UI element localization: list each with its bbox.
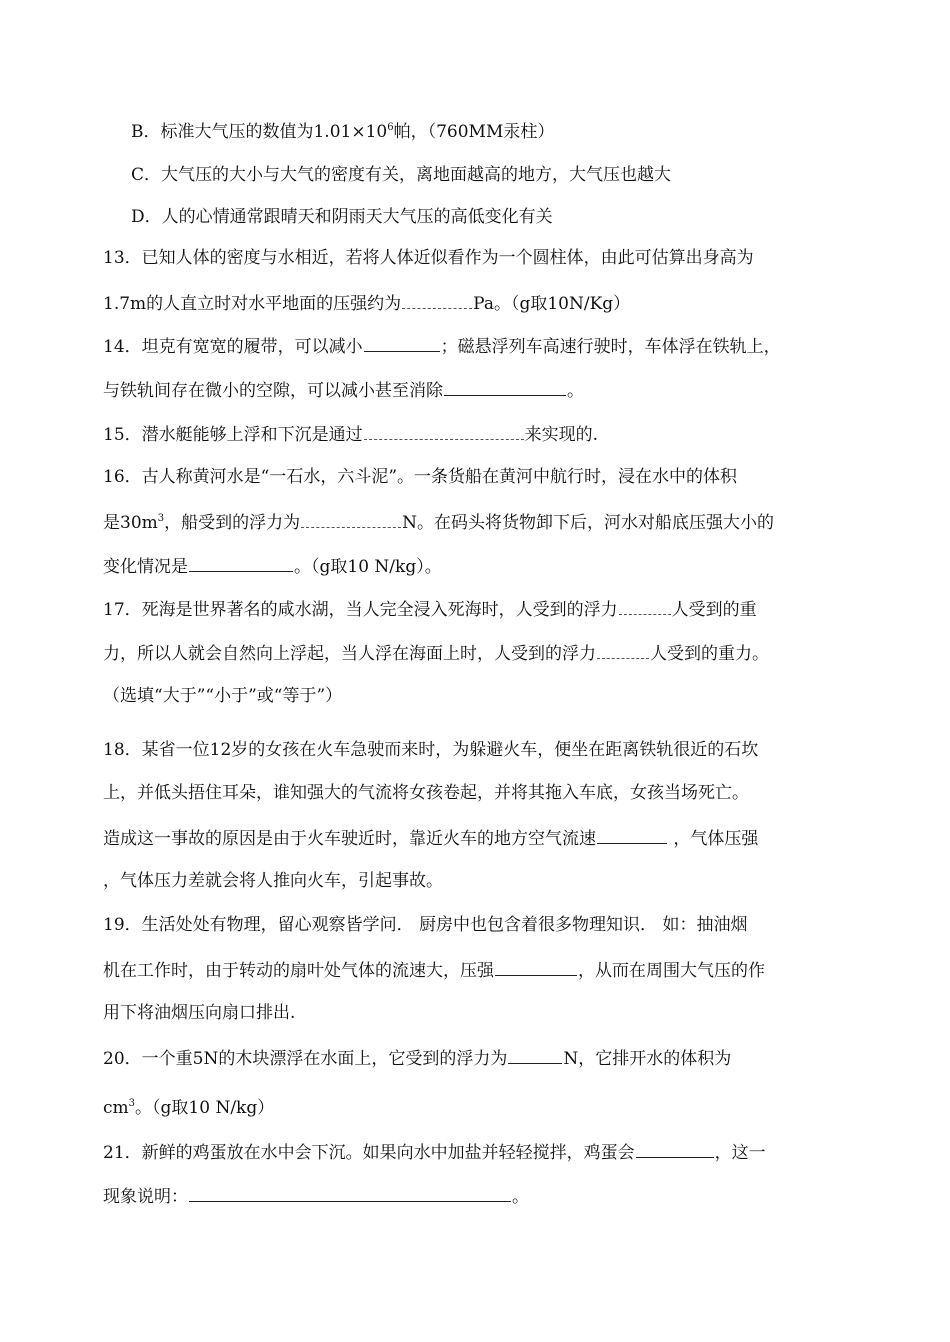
question-20-line-2: [103, 1096, 274, 1120]
question-14-line-2: [103, 377, 584, 403]
answer-blank[interactable]: [495, 957, 577, 976]
answer-blank[interactable]: [508, 1045, 562, 1064]
option-d: [131, 205, 553, 229]
question-19-line-1: [103, 913, 747, 937]
option-c: [131, 163, 671, 187]
answer-blank[interactable]: [189, 1183, 511, 1202]
question-21-line-1: [103, 1139, 766, 1165]
question-18-line-4: [103, 869, 443, 893]
answer-blank[interactable]: [301, 509, 401, 528]
option-b-suffix: 帕，（760MM汞柱）: [393, 122, 555, 142]
question-16-line-3: [103, 553, 442, 579]
question-18-line-3: [103, 825, 758, 851]
answer-blank[interactable]: [597, 640, 649, 659]
question-14-text-3: 与铁轨间存在微小的空隙，可以减小甚至消除: [103, 381, 443, 401]
option-b: [131, 120, 554, 144]
question-18-text: 18．某省一位12岁的女孩在火车急驶而来时，为躲避火车，便坐在距离铁轨很近的石坎: [103, 740, 759, 760]
question-17-text-3: 力，所以人就会自然向上浮起，当人浮在海面上时，人受到的浮力: [103, 644, 596, 664]
question-19-line-3: [103, 1001, 295, 1025]
question-14-line-1: [103, 333, 781, 359]
question-16-line-1: [103, 465, 737, 489]
question-18-line-2: [103, 781, 749, 805]
answer-blank[interactable]: [619, 596, 671, 615]
question-20-text-3: cm: [103, 1098, 129, 1118]
answer-blank[interactable]: [364, 421, 524, 440]
question-13-text-2: 1.7m的人直立时对水平地面的压强约为: [103, 294, 402, 314]
question-15-text-2: 来实现的.: [524, 425, 599, 445]
question-16-text-4: N。在码头将货物卸下后，河水对船底压强大小的: [402, 513, 775, 533]
question-21-text-3: 现象说明：: [103, 1187, 188, 1207]
question-20-line-1: [103, 1045, 731, 1071]
question-17-line-2: [103, 640, 769, 666]
question-15: [103, 421, 598, 447]
exponent: 6: [387, 122, 394, 133]
question-17-text-5: （选填“大于”“小于”或“等于”）: [103, 686, 343, 706]
question-19-text-3: ，从而在周围大气压的作: [578, 961, 765, 981]
option-c-text: C．大气压的大小与大气的密度有关，离地面越高的地方，大气压也越大: [131, 165, 672, 185]
answer-blank[interactable]: [636, 1139, 714, 1158]
question-16-text: 16．古人称黄河水是“一石水，六斗泥”。一条货船在黄河中航行时，浸在水中的体积: [103, 467, 738, 487]
question-17-line-1: [103, 596, 757, 622]
question-14-text-2: ；磁悬浮列车高速行驶时，车体浮在铁轨上，: [440, 337, 781, 357]
question-21-text-4: 。: [512, 1187, 529, 1207]
answer-blank[interactable]: [597, 825, 667, 844]
option-d-text: D．人的心情通常跟晴天和阴雨天大气压的高低变化有关: [131, 207, 553, 227]
question-16-text-6: 。（g取10 N/kg）。: [294, 557, 442, 577]
exponent: 3: [128, 1098, 136, 1109]
question-20-text-4: 。（g取10 N/kg）: [135, 1098, 275, 1118]
question-15-text: 15．潜水艇能够上浮和下沉是通过: [103, 425, 363, 445]
question-18-text-5: ，气体压力差就会将人推向火车，引起事故。: [103, 871, 443, 891]
question-16-text-5: 变化情况是: [103, 557, 188, 577]
question-16-text-3: ，船受到的浮力为: [164, 513, 301, 533]
question-19-text-4: 用下将油烟压向扇口排出.: [103, 1003, 296, 1023]
question-19-text: 19．生活处处有物理，留心观察皆学问． 厨房中也包含着很多物理知识． 如：抽油烟: [103, 915, 748, 935]
question-19-text-2: 机在工作时，由于转动的扇叶处气体的流速大，压强: [103, 961, 494, 981]
question-18-line-1: [103, 738, 758, 762]
answer-blank[interactable]: [189, 553, 293, 572]
question-13-text-3: Pa。（g取10N/Kg）: [473, 294, 631, 314]
question-20-text-2: N，它排开水的体积为: [563, 1049, 732, 1069]
answer-blank[interactable]: [444, 377, 566, 396]
question-21-line-2: [103, 1183, 529, 1209]
question-17-text: 17．死海是世界著名的咸水湖，当人完全浸入死海时，人受到的浮力: [103, 600, 618, 620]
question-20-text: 20．一个重5N的木块漂浮在水面上，它受到的浮力为: [103, 1049, 508, 1069]
question-13-line-2: [103, 290, 630, 316]
question-17-line-3: [103, 684, 342, 708]
answer-blank[interactable]: [364, 333, 440, 352]
question-14-text: 14．坦克有宽宽的履带，可以减小: [103, 337, 363, 357]
question-19-line-2: [103, 957, 765, 983]
question-16-text-2: 是30m: [103, 513, 158, 533]
question-13-text: 13．已知人体的密度与水相近，若将人体近似看作为一个圆柱体，由此可估算出身高为: [103, 248, 754, 268]
exponent: 3: [157, 513, 165, 524]
question-17-text-2: 人受到的重: [671, 600, 757, 620]
answer-blank[interactable]: [402, 290, 472, 309]
question-17-text-4: 人受到的重力。: [650, 644, 769, 664]
question-14-text-4: 。: [567, 381, 584, 401]
question-21-text-2: ，这一: [714, 1143, 766, 1163]
question-18-text-4: ，气体压强: [673, 829, 759, 849]
question-16-line-2: [103, 509, 774, 535]
question-21-text: 21．新鲜的鸡蛋放在水中会下沉。如果向水中加盐并轻轻搅拌，鸡蛋会: [103, 1143, 635, 1163]
option-b-text: B．标准大气压的数值为1.01×10: [131, 122, 388, 142]
question-13-line-1: [103, 246, 754, 270]
question-18-text-2: 上，并低头捂住耳朵，谁知强大的气流将女孩卷起，并将其拖入车底，女孩当场死亡。: [103, 783, 749, 803]
question-18-text-3: 造成这一事故的原因是由于火车驶近时，靠近火车的地方空气流速: [103, 829, 596, 849]
